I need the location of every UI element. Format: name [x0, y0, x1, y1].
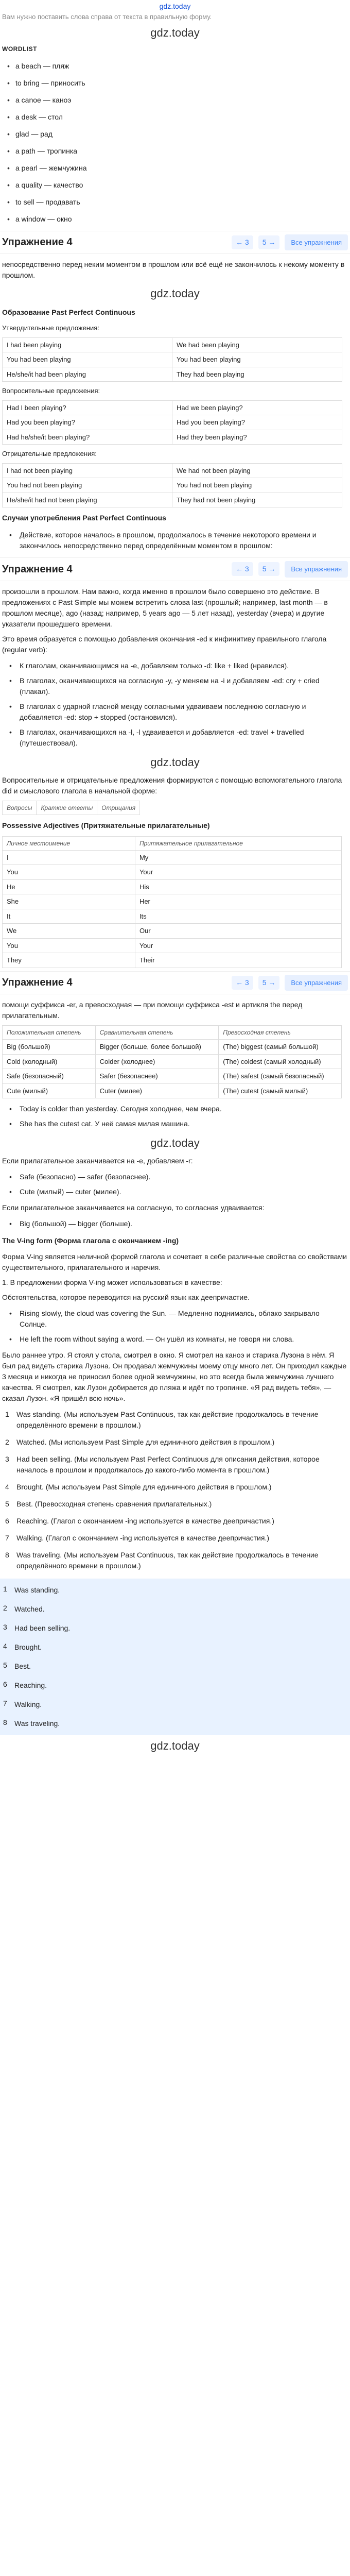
table-cell: Had you been playing?	[172, 415, 342, 430]
example-list	[0, 1168, 350, 1200]
exercise-header	[0, 557, 350, 581]
degrees-table	[2, 1025, 342, 1098]
usage-list	[0, 527, 350, 554]
example-list	[0, 1305, 350, 1348]
notes-list	[0, 1406, 350, 1574]
heading-formation: Образование Past Perfect Continuous	[2, 308, 135, 316]
table-header: Краткие ответы	[37, 801, 97, 815]
table-row	[3, 430, 342, 445]
site-url[interactable]: gdz.today	[159, 2, 191, 10]
exercise-title: Упражнение 4	[2, 977, 73, 989]
table-row	[3, 938, 342, 953]
table-cell: Had I been playing?	[3, 400, 172, 415]
table-cell: Safe (безопасный)	[3, 1069, 96, 1084]
heading-usage: Случаи употребления Past Perfect Continuous	[2, 514, 166, 522]
list-item: • a beach — пляж	[7, 58, 343, 75]
table-header: Вопросы	[3, 801, 37, 815]
table-header: Притяжательное прилагательное	[135, 836, 341, 850]
example-list	[0, 1100, 350, 1132]
exercise-title: Упражнение 4	[2, 236, 73, 248]
table-row	[3, 400, 342, 415]
affirm-label: Утвердительные предложения:	[2, 324, 99, 332]
heading-possessive: Possessive Adjectives (Притяжательные прилагательные)	[2, 821, 210, 829]
list-item: • Big (большой) — bigger (больше).	[9, 1216, 348, 1231]
list-item: • К глаголам, оканчивающимся на -e, добавляем только -d: like + liked (нравился).	[9, 658, 348, 673]
list-item: • a canoe — каноэ	[7, 92, 343, 109]
prev-exercise-button[interactable]: ← 3	[232, 976, 253, 990]
table-cell: His	[135, 879, 341, 894]
watermark: gdz.today	[150, 26, 200, 39]
table-row	[3, 1040, 342, 1055]
table-cell: (The) safest (самый безопасный)	[219, 1069, 342, 1084]
table-cell: They	[3, 953, 135, 968]
note-text: Had been selling. (Мы используем Past Perfect Continuous для описания действия, которое началось в прошлом и продолжалось до какого-либо момента в прошлом.)	[16, 1455, 320, 1474]
note-text: Best. (Превосходная степень сравнения прилагательных.)	[16, 1500, 212, 1508]
note-text: Reaching. (Глагол с окончанием -ing используется в качестве деепричастия.)	[16, 1517, 274, 1525]
exercise-title: Упражнение 4	[2, 563, 73, 575]
exercise-nav	[232, 561, 348, 578]
table-cell: (The) coldest (самый холодный)	[219, 1054, 342, 1069]
table-cell: Bigger (больше, более большой)	[95, 1040, 219, 1055]
table-cell: I	[3, 850, 135, 865]
table-cell: Our	[135, 924, 341, 939]
next-exercise-button[interactable]: 5 →	[258, 562, 280, 576]
list-item: 4 Brought. (Мы используем Past Simple для единичного действия в прошлом.)	[5, 1483, 272, 1491]
list-item: • Cute (милый) — cuter (милее).	[9, 1184, 348, 1199]
answer-text: Was traveling.	[14, 1719, 60, 1727]
table-row	[3, 415, 342, 430]
list-item: 8 Was traveling.	[3, 1718, 60, 1727]
table-row	[3, 1054, 342, 1069]
prev-exercise-button[interactable]: ← 3	[232, 235, 253, 249]
next-exercise-button[interactable]: 5 →	[258, 976, 280, 990]
table-row	[3, 879, 342, 894]
list-item: 7 Walking. (Глагол с окончанием -ing используется в качестве деепричастия.)	[5, 1534, 269, 1542]
neg-label: Отрицательные предложения:	[2, 450, 97, 457]
answer-text: Walking.	[14, 1700, 42, 1708]
paragraph: произошли в прошлом. Нам важно, когда именно в прошлом было совершено это действие. В предложениях с Past Simple мы можем встретить слова last (прошлый; например, last month — в прошлом месяце), ago (назад; например, 5 years ago — 5 лет назад), yesterday (вчера) и другие указатели прошедшего времени.	[2, 587, 328, 628]
list-item: • glad — рад	[7, 126, 343, 143]
paragraph: непосредственно перед неким моментом в прошлом или всё ещё не закончилось к некому моменту в прошлом.	[2, 260, 345, 279]
list-item: • a quality — качество	[7, 177, 343, 194]
list-item: • В глаголах, оканчивающихся на согласную -y, -y меняем на -i и добавляем -ed: cry + cried (плакал).	[9, 673, 348, 699]
table-cell: We	[3, 924, 135, 939]
table-row	[3, 953, 342, 968]
list-item: • Today is colder than yesterday. Сегодня холоднее, чем вчера.	[9, 1101, 348, 1116]
table-cell: Safer (безопаснее)	[95, 1069, 219, 1084]
table-cell: Their	[135, 953, 341, 968]
table-header: Превосходная степень	[219, 1026, 342, 1040]
neg-table	[2, 463, 342, 508]
table-header: Положительная степень	[3, 1026, 96, 1040]
list-item: 8 Was traveling. (Мы используем Past Continuous, так как действие продолжалось в течение определённого времени в прошлом.)	[5, 1551, 319, 1570]
did-table	[2, 801, 140, 815]
table-row	[3, 850, 342, 865]
table-cell: Your	[135, 865, 341, 880]
list-item: • Действие, которое началось в прошлом, продолжалось в течение некоторого времени и закончилось непосредственно перед определённым моментом в прошлом:	[9, 528, 348, 553]
paragraph: Если прилагательное заканчивается на согласную, то согласная удваивается:	[2, 1204, 265, 1212]
table-cell: Colder (холоднее)	[95, 1054, 219, 1069]
answer-text: Brought.	[14, 1643, 42, 1651]
table-cell: He/she/it had not been playing	[3, 493, 172, 507]
question-label: Вопросительные предложения:	[2, 387, 100, 395]
list-item: 2 Watched. (Мы используем Past Simple для единичного действия в прошлом.)	[5, 1438, 275, 1446]
paragraph: помощи суффикса -er, а превосходная — при помощи суффикса -est и артикля the перед прилагательным.	[2, 1001, 303, 1020]
heading-ing: The V-ing form (Форма глагола с окончанием -ing)	[2, 1236, 179, 1245]
list-item: 5 Best.	[3, 1661, 31, 1670]
table-cell: He	[3, 879, 135, 894]
answer-text: Watched.	[14, 1605, 45, 1613]
table-cell: My	[135, 850, 341, 865]
list-item: • a pearl — жемчужина	[7, 160, 343, 177]
table-row	[3, 1026, 342, 1040]
affirm-table	[2, 337, 342, 382]
prev-exercise-button[interactable]: ← 3	[232, 562, 253, 576]
table-row	[3, 478, 342, 493]
answer-text: Best.	[14, 1662, 31, 1670]
list-item: 1 Was standing. (Мы используем Past Continuous, так как действие продолжалось в течение определённого времени в прошлом.)	[5, 1410, 319, 1429]
note-text: Watched. (Мы используем Past Simple для единичного действия в прошлом.)	[16, 1438, 275, 1446]
note-text: Brought. (Мы используем Past Simple для единичного действия в прошлом.)	[16, 1483, 272, 1491]
answer-text: Had been selling.	[14, 1624, 71, 1632]
paragraph: Это время образуется с помощью добавления окончания -ed к инфинитиву правильного глагола (regular verb):	[2, 634, 327, 654]
list-item: • He left the room without saying a word. — Он ушёл из комнаты, не говоря ни слова.	[9, 1332, 348, 1347]
list-item: 6 Reaching.	[3, 1680, 47, 1689]
table-row	[3, 894, 342, 909]
table-row	[3, 463, 342, 478]
list-item: 3 Had been selling.	[3, 1623, 71, 1632]
table-cell: Cuter (милее)	[95, 1083, 219, 1098]
table-header: Сравнительная степень	[95, 1026, 219, 1040]
watermark: gdz.today	[150, 287, 200, 300]
paragraph: 1. В предложении форма V-ing может использоваться в качестве:	[2, 1278, 222, 1286]
table-cell: They had been playing	[172, 367, 342, 382]
question-table	[2, 400, 342, 445]
paragraph: Вопросительные и отрицательные предложения формируются с помощью вспомогательного глагола did и смыслового глагола в начальной форме:	[2, 775, 342, 795]
list-item: • to bring — приносить	[7, 75, 343, 92]
table-cell: You	[3, 938, 135, 953]
list-item: 2 Watched.	[3, 1604, 45, 1613]
list-item: • to sell — продавать	[7, 194, 343, 211]
table-cell: I had been playing	[3, 337, 172, 352]
list-item: • She has the cutest cat. У неё самая милая машина.	[9, 1116, 348, 1131]
table-row	[3, 337, 342, 352]
example-list	[0, 1215, 350, 1232]
list-item: • a window — окно	[7, 211, 343, 228]
table-cell: Big (большой)	[3, 1040, 96, 1055]
all-exercises-button[interactable]: Все упражнения	[285, 561, 348, 578]
rules-list	[0, 657, 350, 752]
exercise-header	[0, 971, 350, 995]
table-cell: (The) biggest (самый большой)	[219, 1040, 342, 1055]
table-cell: We had been playing	[172, 337, 342, 352]
table-cell: Your	[135, 938, 341, 953]
table-header: Отрицания	[97, 801, 140, 815]
watermark: gdz.today	[150, 755, 200, 769]
answers-list	[0, 1579, 350, 1735]
table-row	[3, 352, 342, 367]
note-text: Was standing. (Мы используем Past Continuous, так как действие продолжалось в течение определённого времени в прошлом.)	[16, 1410, 319, 1429]
table-row	[3, 924, 342, 939]
paragraph: Если прилагательное заканчивается на -e, добавляем -r:	[2, 1157, 193, 1165]
list-item: 4 Brought.	[3, 1642, 42, 1651]
answer-text: Reaching.	[14, 1681, 47, 1689]
table-row	[3, 1069, 342, 1084]
table-cell: You had not been playing	[3, 478, 172, 493]
list-item: 1 Was standing.	[3, 1585, 60, 1594]
exercise-nav	[232, 234, 348, 251]
all-exercises-button[interactable]: Все упражнения	[285, 975, 348, 991]
table-row	[3, 1083, 342, 1098]
table-cell: You had been playing	[172, 352, 342, 367]
table-row	[3, 801, 140, 815]
list-item: • В глаголах, оканчивающихся на -l, -l удваивается и добавляется -ed: travel + travelled (путешествовал).	[9, 725, 348, 751]
paragraph: Форма V-ing является неличной формой глагола и сочетает в себе различные свойства со свойствами существительного, прилагательного и наречия.	[2, 1252, 347, 1272]
table-cell: I had not been playing	[3, 463, 172, 478]
table-row	[3, 493, 342, 507]
table-cell: Its	[135, 909, 341, 924]
list-item: • a desk — стол	[7, 109, 343, 126]
table-cell: Had they been playing?	[172, 430, 342, 445]
table-cell: It	[3, 909, 135, 924]
table-header: Личное местоимение	[3, 836, 135, 850]
list-item: • Safe (безопасно) — safer (безопаснее).	[9, 1170, 348, 1184]
table-cell: Had he/she/it been playing?	[3, 430, 172, 445]
list-item: 6 Reaching. (Глагол с окончанием -ing используется в качестве деепричастия.)	[5, 1517, 274, 1525]
all-exercises-button[interactable]: Все упражнения	[285, 234, 348, 251]
answer-text: Was standing.	[14, 1586, 60, 1594]
list-item: • В глаголах с ударной гласной между согласными удваиваем последнюю согласную и добавляется -ed: stop + stopped (остановился).	[9, 699, 348, 725]
note-text: Was traveling. (Мы используем Past Continuous, так как действие продолжалось в течение определённого времени в прошлом.)	[16, 1551, 319, 1570]
next-exercise-button[interactable]: 5 →	[258, 235, 280, 249]
watermark: gdz.today	[150, 1739, 200, 1752]
possessive-table	[2, 836, 342, 968]
exercise-header	[0, 231, 350, 255]
table-cell: Had we been playing?	[172, 400, 342, 415]
story-paragraph: Было раннее утро. Я стоял у стола, смотрел в окно. Я смотрел на каноэ и старика Лузона в нём. Я был рад видеть старика Лузона. Он продавал жемчужины моему отцу много лет. Он приходил каждые 3 месяца и никогда не приносил более одной жемчужины, но это всегда была жемчужина лучшего качества. Я смотрел, как Лузон добирается до пляжа и идёт по тропинке. «Я рад видеть тебя», — сказал Лузон. «Я пришёл всю ночь».	[2, 1351, 347, 1402]
table-row	[3, 367, 342, 382]
table-cell: You had been playing	[3, 352, 172, 367]
list-item: 3 Had been selling. (Мы используем Past Perfect Continuous для описания действия, которое началось в прошлом и продолжалось до какого-либо момента в прошлом.)	[5, 1455, 320, 1474]
watermark: gdz.today	[150, 1137, 200, 1149]
table-row	[3, 836, 342, 850]
table-cell: You	[3, 865, 135, 880]
table-row	[3, 909, 342, 924]
wordlist-label: WORDLIST	[2, 45, 37, 53]
table-cell: We had not been playing	[172, 463, 342, 478]
table-cell: Cute (милый)	[3, 1083, 96, 1098]
table-cell: Had you been playing?	[3, 415, 172, 430]
paragraph: Обстоятельства, которое переводится на русский язык как деепричастие.	[2, 1293, 250, 1301]
list-item: • a path — тропинка	[7, 143, 343, 160]
list-item: • Rising slowly, the cloud was covering the Sun. — Медленно поднимаясь, облако закрывало Солнце.	[9, 1306, 348, 1332]
table-row	[3, 865, 342, 880]
note-text: Walking. (Глагол с окончанием -ing используется в качестве деепричастия.)	[16, 1534, 269, 1542]
list-item: 5 Best. (Превосходная степень сравнения прилагательных.)	[5, 1500, 212, 1508]
table-cell: Her	[135, 894, 341, 909]
list-item: 7 Walking.	[3, 1699, 42, 1708]
wordlist	[0, 55, 350, 228]
task-hint: Вам нужно поставить слова справа от текста в правильную форму.	[2, 13, 212, 21]
table-cell: Cold (холодный)	[3, 1054, 96, 1069]
exercise-nav	[232, 975, 348, 991]
table-cell: He/she/it had been playing	[3, 367, 172, 382]
table-cell: They had not been playing	[172, 493, 342, 507]
table-cell: You had not been playing	[172, 478, 342, 493]
table-cell: She	[3, 894, 135, 909]
table-cell: (The) cutest (самый милый)	[219, 1083, 342, 1098]
